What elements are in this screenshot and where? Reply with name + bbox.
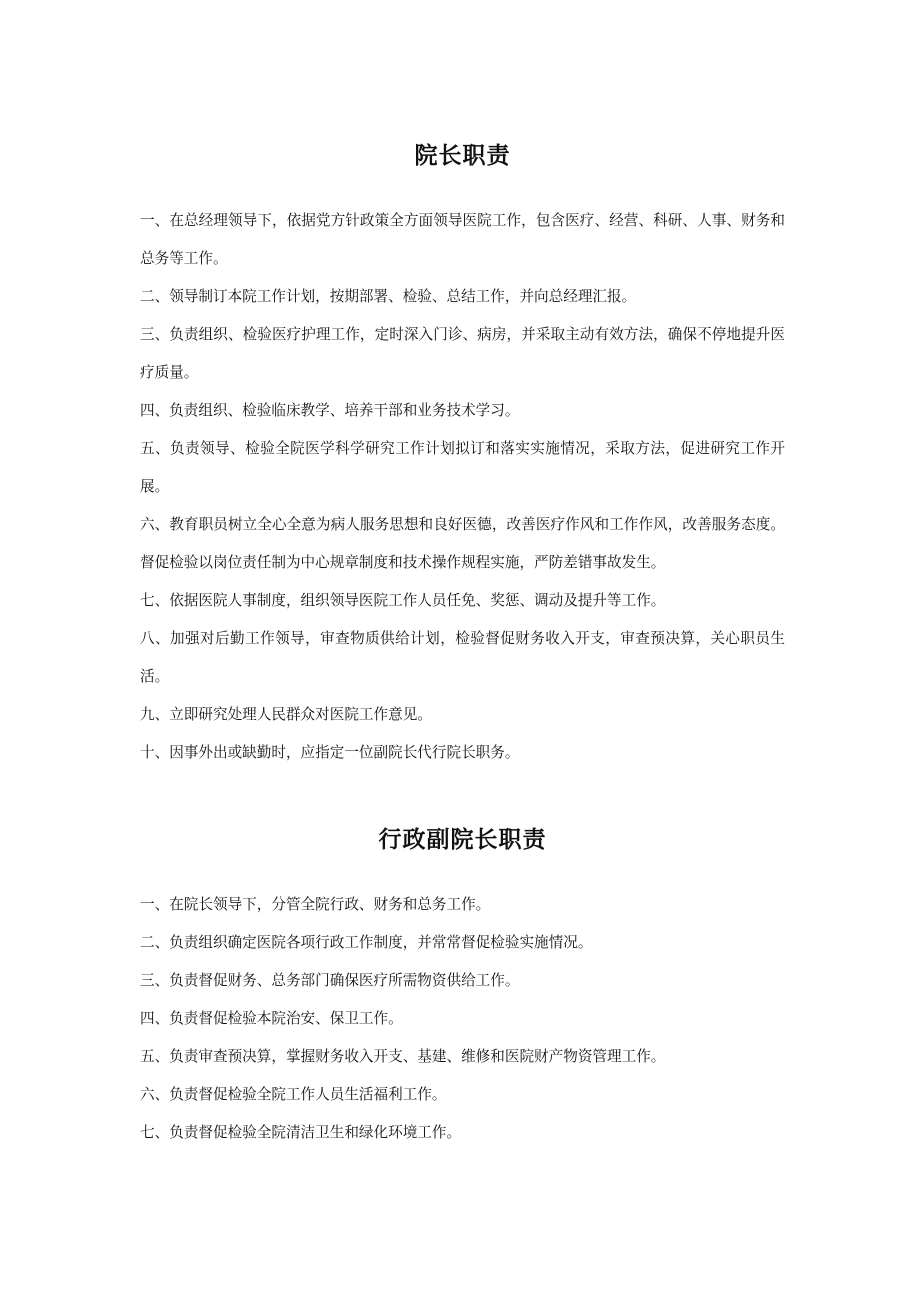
duty-item: 二、负责组织确定医院各项行政工作制度，并常常督促检验实施情况。 <box>140 934 593 951</box>
section-title: 院长职责 <box>414 142 511 169</box>
section-admin-vice-president-duties <box>140 822 785 1152</box>
duty-item: 一、在院长领导下，分管全院行政、财务和总务工作。 <box>140 896 491 913</box>
duty-item: 九、立即研究处理人民群众对医院工作意见。 <box>140 706 432 723</box>
duty-item: 六、负责督促检验全院工作人员生活福利工作。 <box>140 1086 447 1103</box>
duty-item: 一、在总经理领导下，依据党方针政策全方面领导医院工作，包含医疗、经营、科研、人事、财务和总务等工作。 <box>140 212 785 267</box>
duty-item: 二、领导制订本院工作计划，按期部署、检验、总结工作，并向总经理汇报。 <box>140 288 637 305</box>
duty-item: 七、负责督促检验全院清洁卫生和绿化环境工作。 <box>140 1124 462 1141</box>
duty-item: 六、教育职员树立全心全意为病人服务思想和良好医德，改善医疗作风和工作作风，改善服务态度。督促检验以岗位责任制为中心规章制度和技术操作规程实施，严防差错事故发生。 <box>140 516 785 571</box>
section-title: 行政副院长职责 <box>378 826 547 853</box>
duty-item: 四、负责组织、检验临床教学、培养干部和业务技术学习。 <box>140 402 520 419</box>
duty-item: 八、加强对后勤工作领导，审查物质供给计划，检验督促财务收入开支，审查预决算，关心职员生活。 <box>140 630 785 685</box>
section-president-duties <box>140 138 785 772</box>
duty-item: 三、负责组织、检验医疗护理工作，定时深入门诊、病房，并采取主动有效方法，确保不停地提升医疗质量。 <box>140 326 785 381</box>
duty-item: 四、负责督促检验本院治安、保卫工作。 <box>140 1010 403 1027</box>
duty-item: 五、负责领导、检验全院医学科学研究工作计划拟订和落实实施情况，采取方法，促进研究工作开展。 <box>140 440 785 495</box>
duty-list <box>140 886 785 1152</box>
duty-item: 三、负责督促财务、总务部门确保医疗所需物资供给工作。 <box>140 972 520 989</box>
duty-list <box>140 202 785 772</box>
duty-item: 十、因事外出或缺勤时，应指定一位副院长代行院长职务。 <box>140 744 520 761</box>
duty-item: 五、负责审查预决算，掌握财务收入开支、基建、维修和医院财产物资管理工作。 <box>140 1048 666 1065</box>
duty-item: 七、依据医院人事制度，组织领导医院工作人员任免、奖惩、调动及提升等工作。 <box>140 592 666 609</box>
